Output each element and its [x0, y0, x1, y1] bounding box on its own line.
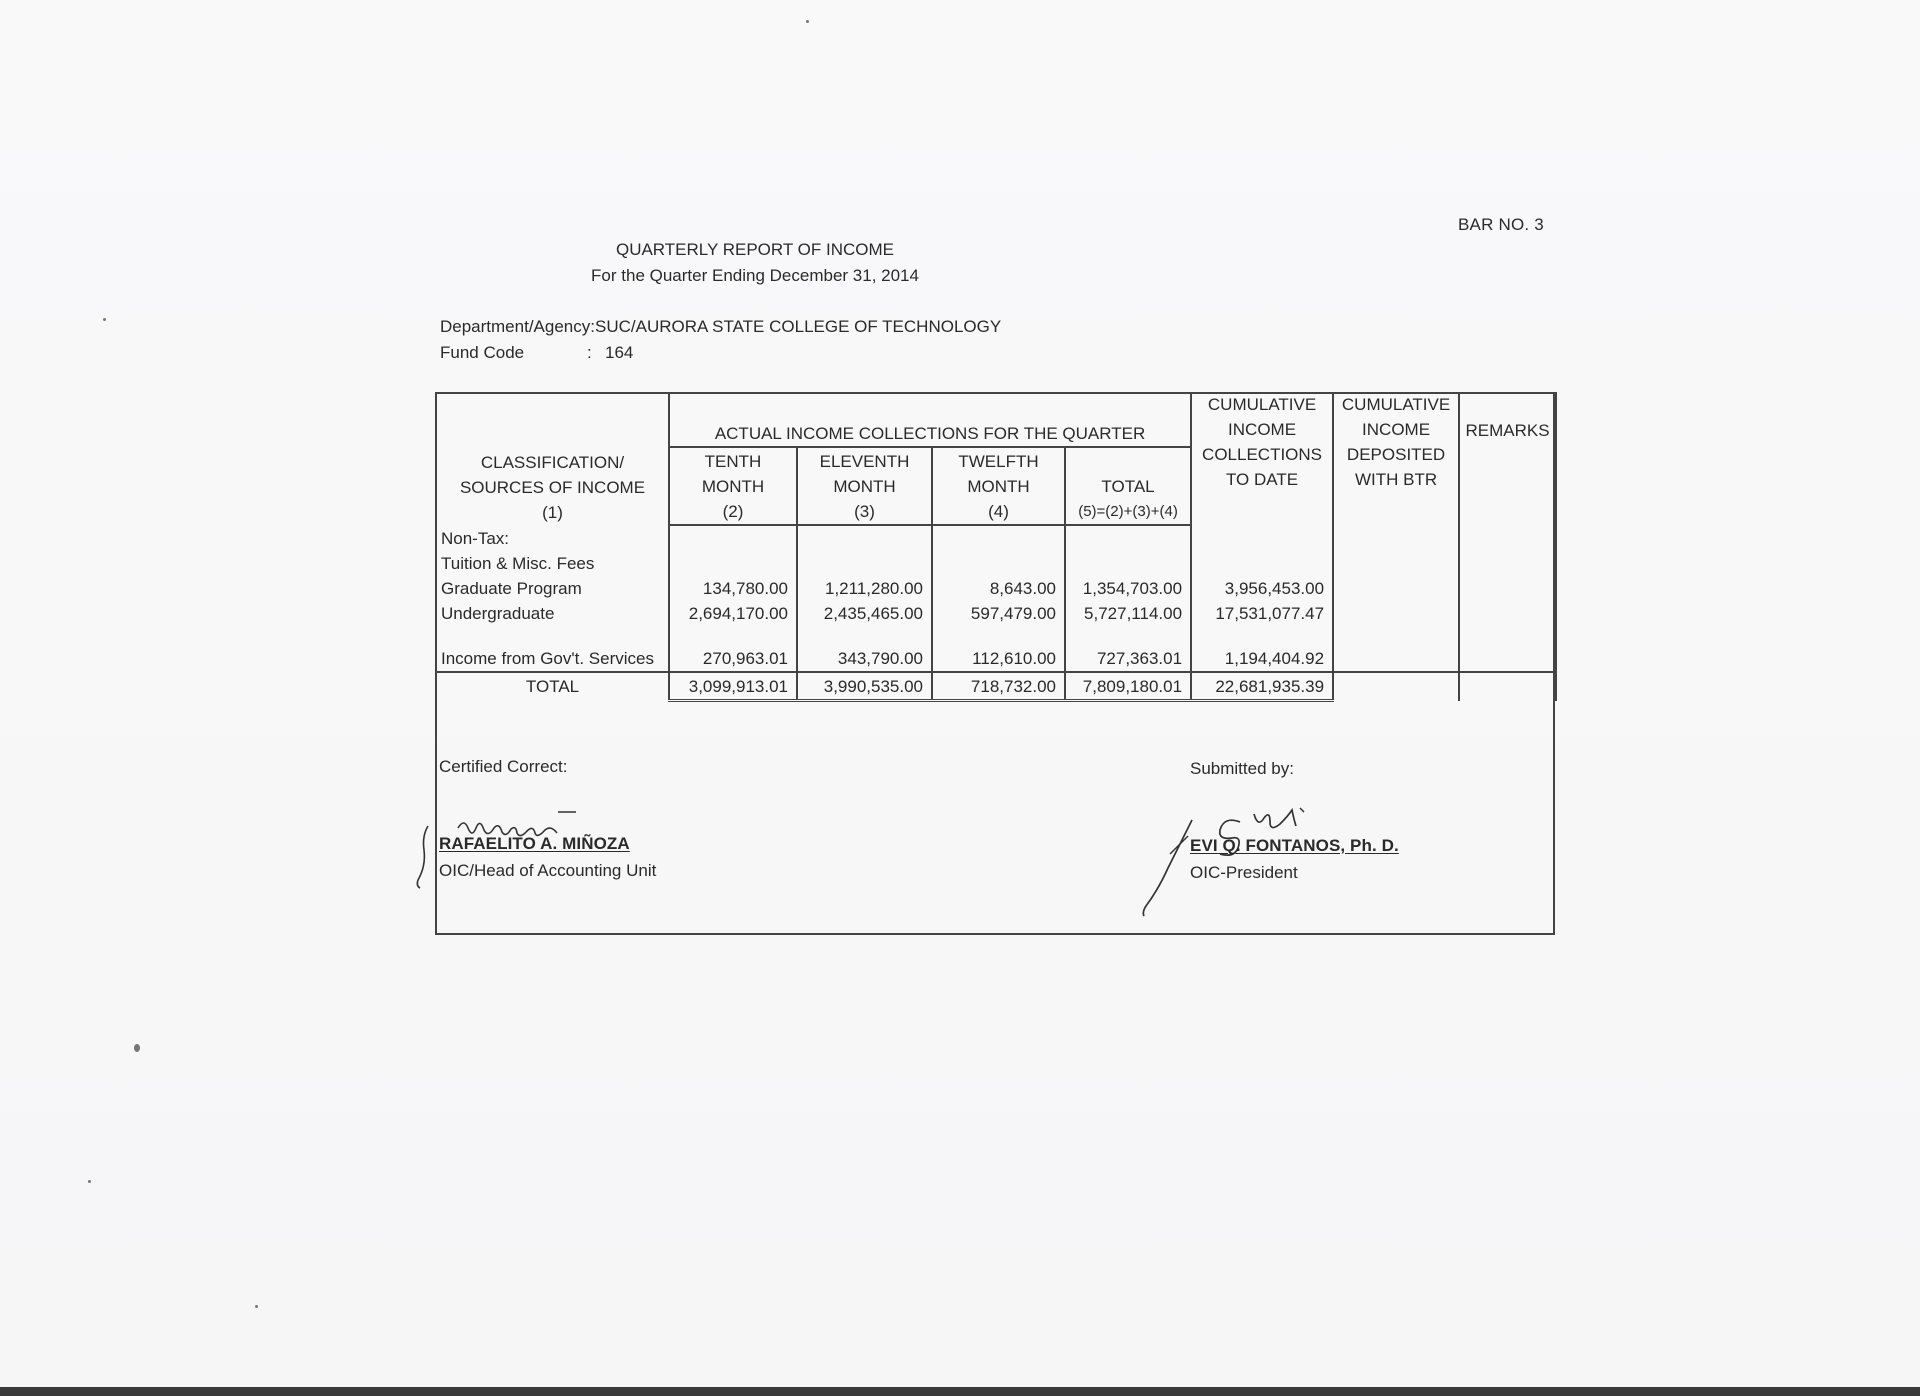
- fund-code-label: Fund Code: [440, 343, 525, 362]
- table-row: [436, 576, 1556, 601]
- scan-edge-strip: [0, 1387, 1920, 1396]
- total-remarks-cell: [1459, 672, 1556, 701]
- quarter-total-cell: [1065, 626, 1191, 646]
- remarks-cell: [1459, 626, 1556, 646]
- twelfth-month-header: [932, 447, 1065, 525]
- tenth-month-cell: [669, 626, 797, 646]
- table-row: [436, 551, 1556, 576]
- header-text: CUMULATIVE: [1207, 395, 1317, 414]
- header-text: (4): [988, 502, 1009, 521]
- tenth-month-cell: 270,963.01: [669, 646, 797, 672]
- quarter-total-cell: 5,727,114.00: [1065, 601, 1191, 626]
- president-name: EVI Q. FONTANOS, Ph. D.: [1190, 836, 1399, 855]
- agency-line: [440, 317, 1001, 337]
- header-text: TENTH: [704, 452, 762, 471]
- twelfth-month-cell: [932, 551, 1065, 576]
- total-cumulative-collections-cell: 22,681,935.39: [1191, 672, 1333, 701]
- header-text: MONTH: [833, 477, 896, 496]
- remarks-cell: [1459, 601, 1556, 626]
- twelfth-month-cell: 597,479.00: [932, 601, 1065, 626]
- header-text: ACTUAL INCOME COLLECTIONS FOR THE QUARTER: [714, 424, 1146, 443]
- total-tenth-month-cell: 3,099,913.01: [669, 672, 797, 701]
- quarter-total-cell: [1065, 551, 1191, 576]
- total-row: [436, 672, 1556, 701]
- remarks-cell: [1459, 551, 1556, 576]
- certified-correct-label: Certified Correct:: [439, 757, 568, 776]
- report-subtitle: For the Quarter Ending December 31, 2014: [591, 266, 919, 285]
- header-text: MONTH: [967, 477, 1030, 496]
- header-text: (3): [854, 502, 875, 521]
- president-signature: [1130, 800, 1390, 920]
- header-text: COLLECTIONS: [1202, 445, 1323, 464]
- eleventh-month-cell: [797, 525, 932, 551]
- header-text: (2): [722, 502, 744, 521]
- total-eleventh-month-cell: 3,990,535.00: [797, 672, 932, 701]
- remarks-header: [1459, 392, 1556, 525]
- header-text: DEPOSITED: [1346, 445, 1446, 464]
- tenth-month-header: [669, 447, 797, 525]
- fund-code-line: [440, 343, 633, 363]
- tenth-month-cell: 2,694,170.00: [669, 601, 797, 626]
- header-text: TWELFTH: [958, 452, 1039, 471]
- eleventh-month-cell: [797, 551, 932, 576]
- cumulative-deposited-cell: [1333, 646, 1459, 672]
- table-row: [436, 646, 1556, 672]
- remarks-cell: [1459, 646, 1556, 672]
- remarks-cell: [1459, 525, 1556, 551]
- scan-speck: [88, 1180, 91, 1183]
- table-row: [436, 601, 1556, 626]
- header-text: REMARKS: [1465, 421, 1550, 440]
- eleventh-month-cell: 343,790.00: [797, 646, 932, 672]
- cumulative-deposited-cell: [1333, 525, 1459, 551]
- cumulative-collections-header: [1191, 392, 1333, 525]
- eleventh-month-cell: [797, 626, 932, 646]
- row-label: Graduate Program: [436, 576, 669, 601]
- header-text: SOURCES OF INCOME: [459, 478, 646, 497]
- cumulative-deposited-cell: [1333, 626, 1459, 646]
- twelfth-month-cell: 112,610.00: [932, 646, 1065, 672]
- header-text: WITH BTR: [1354, 470, 1438, 489]
- cumulative-collections-cell: [1191, 626, 1333, 646]
- accounting-head-position: OIC/Head of Accounting Unit: [439, 861, 657, 880]
- scan-speck: [806, 20, 809, 23]
- accounting-head-name: RAFAELITO A. MIÑOZA: [439, 834, 630, 853]
- header-text: CUMULATIVE: [1341, 395, 1451, 414]
- quarter-total-cell: [1065, 525, 1191, 551]
- total-label: TOTAL: [436, 672, 669, 701]
- header-text: TO DATE: [1225, 470, 1299, 489]
- tenth-month-cell: [669, 525, 797, 551]
- agency-value: SUC/AURORA STATE COLLEGE OF TECHNOLOGY: [595, 317, 1002, 336]
- header-text: MONTH: [701, 477, 765, 496]
- table-row: [436, 525, 1556, 551]
- twelfth-month-cell: [932, 626, 1065, 646]
- scan-speck: [255, 1305, 258, 1308]
- row-label: Undergraduate: [436, 601, 669, 626]
- twelfth-month-cell: [932, 525, 1065, 551]
- eleventh-month-cell: 2,435,465.00: [797, 601, 932, 626]
- quarter-total-cell: 727,363.01: [1065, 646, 1191, 672]
- header-text: CLASSIFICATION/: [480, 453, 625, 472]
- remarks-cell: [1459, 576, 1556, 601]
- header-text: INCOME: [1362, 420, 1431, 439]
- scan-speck: [103, 318, 106, 321]
- table-spacer-row: [436, 626, 1556, 646]
- quarter-total-cell: 1,354,703.00: [1065, 576, 1191, 601]
- twelfth-month-cell: 8,643.00: [932, 576, 1065, 601]
- actual-collections-header: [669, 392, 1191, 447]
- row-label: [436, 626, 669, 646]
- eleventh-month-header: [797, 447, 932, 525]
- quarter-total-header: [1065, 447, 1191, 525]
- income-table: [435, 392, 1557, 702]
- row-label: Tuition & Misc. Fees: [436, 551, 669, 576]
- submitted-by-label: Submitted by:: [1190, 759, 1294, 778]
- cumulative-collections-cell: [1191, 551, 1333, 576]
- header-text: (5)=(2)+(3)+(4): [1078, 503, 1178, 520]
- fund-code-separator: :: [587, 343, 592, 362]
- table-header-row: [436, 392, 1556, 447]
- header-text: (1): [542, 503, 563, 522]
- fund-code-value: 164: [605, 343, 634, 362]
- grand-total-cell: 7,809,180.01: [1065, 672, 1191, 701]
- header-text: TOTAL: [1101, 477, 1155, 496]
- header-text: INCOME: [1228, 420, 1297, 439]
- report-title: QUARTERLY REPORT OF INCOME: [615, 240, 895, 259]
- scan-speck: [134, 1044, 140, 1052]
- cumulative-collections-cell: 3,956,453.00: [1191, 576, 1333, 601]
- header-text: ELEVENTH: [819, 452, 910, 471]
- cumulative-collections-cell: 17,531,077.47: [1191, 601, 1333, 626]
- president-position: OIC-President: [1190, 863, 1298, 882]
- cumulative-deposited-cell: [1333, 551, 1459, 576]
- eleventh-month-cell: 1,211,280.00: [797, 576, 932, 601]
- cumulative-collections-cell: 1,194,404.92: [1191, 646, 1333, 672]
- cumulative-deposited-header: [1333, 392, 1459, 525]
- tenth-month-cell: [669, 551, 797, 576]
- cumulative-collections-cell: [1191, 525, 1333, 551]
- row-label: Non-Tax:: [436, 525, 669, 551]
- total-cumulative-deposited-cell: [1333, 672, 1459, 701]
- agency-label: Department/Agency:: [440, 317, 595, 336]
- cumulative-deposited-cell: [1333, 601, 1459, 626]
- bar-number: BAR NO. 3: [1458, 215, 1544, 234]
- tenth-month-cell: 134,780.00: [669, 576, 797, 601]
- classification-header: [436, 392, 669, 525]
- row-label: Income from Gov't. Services: [436, 646, 669, 672]
- total-twelfth-month-cell: 718,732.00: [932, 672, 1065, 701]
- cumulative-deposited-cell: [1333, 576, 1459, 601]
